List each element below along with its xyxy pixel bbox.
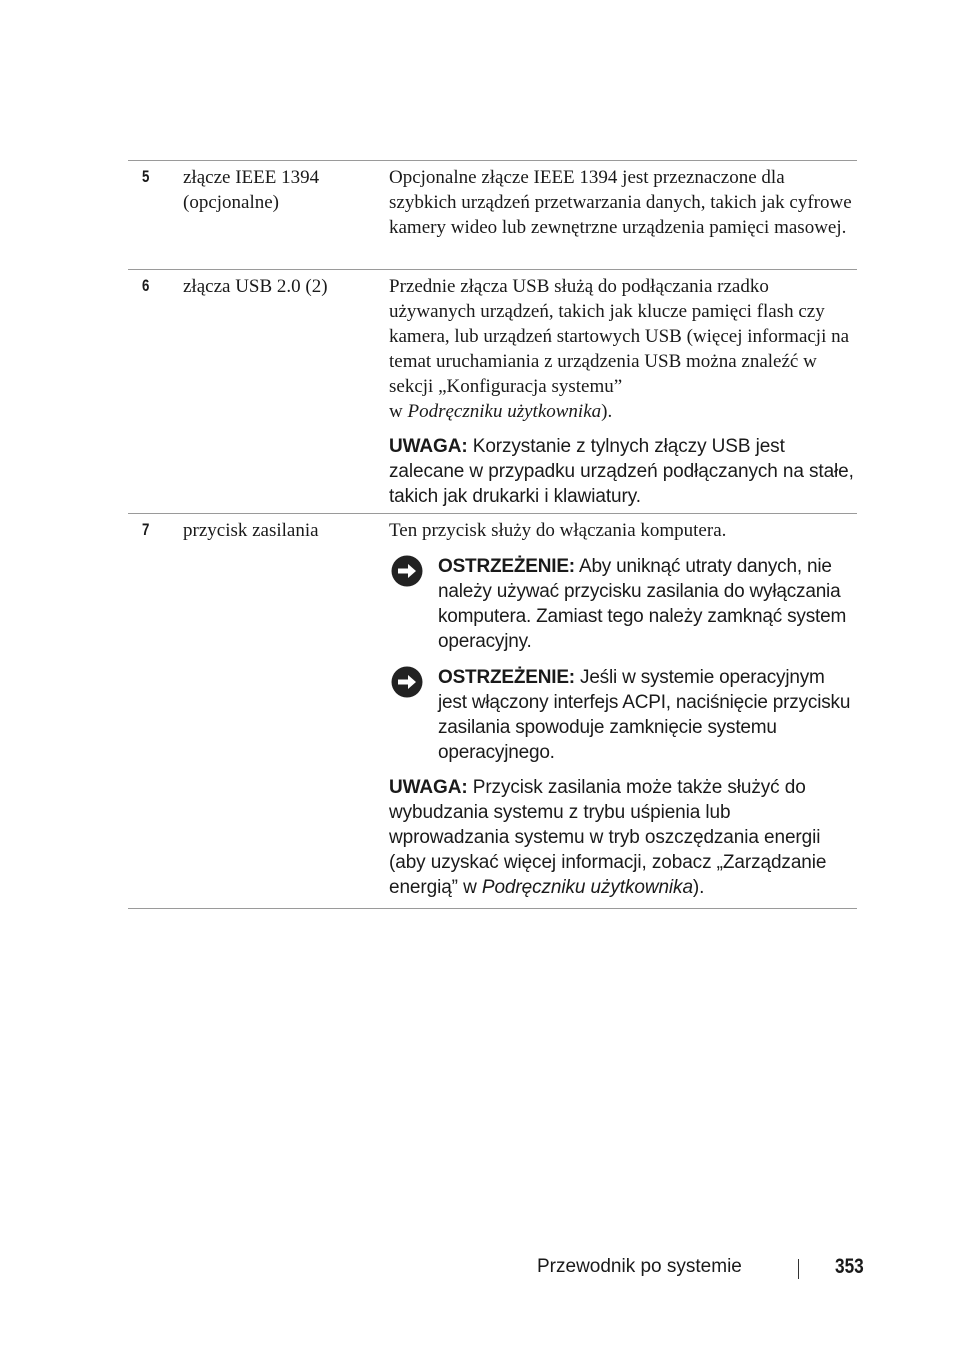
note-text: Przycisk zasilania może także służyć do wybudzania systemu z trybu uśpienia lub wprowadzania systemu w tryb oszczędzania energii (aby uzyskać więcej informacji, zobacz „Zarządzanie energią” w (389, 777, 827, 898)
footer-section-title: Przewodnik po systemie (537, 1256, 742, 1277)
item-name: złącza USB 2.0 (2) (183, 276, 328, 297)
description-text: Opcjonalne złącze IEEE 1394 jest przeznaczone dla szybkich urządzeń przetwarzania danych, takich jak cyfrowe kamery wideo lub zewnętrzne urządzenia pamięci masowej. (389, 167, 852, 238)
item-name: złącze IEEE 1394 (opcjonalne) (183, 167, 320, 213)
warning-text: Jeśli w systemie operacyjnym jest włączony interfejs ACPI, naciśnięcie przycisku zasilania spowoduje zamknięcie systemu operacyjnego. (438, 667, 851, 763)
item-description (389, 270, 854, 515)
note-block: UWAGA: Przycisk zasilania może także służyć do wybudzania systemu z trybu uśpienia lub wprowadzania systemu w tryb oszczędzania energii (aby uzyskać więcej informacji, zobacz „Zarządzanie energią” w Podręczniku użytkownika). (389, 777, 827, 898)
item-description (389, 514, 854, 906)
table-row (128, 161, 857, 270)
warning-block (389, 665, 854, 765)
note-block (389, 434, 854, 509)
item-number: 5 (142, 167, 150, 186)
warning-label: OSTRZEŻENIE: (438, 556, 575, 577)
warning-text: Aby uniknąć utraty danych, nie należy używać przycisku zasilania do wyłączania komputera. Zamiast tego należy zamknąć system operacyjny. (438, 556, 847, 652)
note-label: UWAGA: (389, 777, 468, 798)
description-main: Przednie złącza USB służą do podłączania rzadko używanych urządzeń, takich jak klucze pamięci flash czy kamera, lub urządzeń startowych USB (więcej informacji na temat uruchamiania z urządzenia USB można znaleźć w sekcji „Konfiguracja systemu” (389, 276, 850, 397)
warning-label: OSTRZEŻENIE: (438, 667, 575, 688)
footer-divider (798, 1259, 799, 1279)
notice-arrow-icon (391, 555, 423, 587)
note-label: UWAGA: (389, 436, 468, 457)
warning-block (389, 554, 854, 654)
item-description (389, 161, 854, 246)
item-number: 7 (142, 520, 150, 539)
connector-table (128, 160, 857, 909)
table-row (128, 270, 857, 514)
item-number: 6 (142, 276, 150, 295)
page-number: 353 (835, 1255, 864, 1278)
note-text: Korzystanie z tylnych złączy USB jest zalecane w przypadku urządzeń podłączanych na stałe, takich jak drukarki i klawiatury. (389, 436, 854, 507)
notice-arrow-icon (391, 666, 423, 698)
description-text: Ten przycisk służy do włączania komputera. (389, 520, 727, 541)
item-name: przycisk zasilania (183, 520, 319, 541)
manual-title: Podręczniku użytkownika (481, 877, 693, 898)
manual-title: Podręczniku użytkownika (407, 401, 602, 422)
table-row (128, 514, 857, 909)
description-text: Przednie złącza USB służą do podłączania rzadko używanych urządzeń, takich jak klucze pamięci flash czy kamera, lub urządzeń startowych USB (więcej informacji na temat uruchamiania z urządzenia USB można znaleźć w sekcji „Konfiguracja systemu” w Podręczniku użytkownika). (389, 276, 850, 422)
